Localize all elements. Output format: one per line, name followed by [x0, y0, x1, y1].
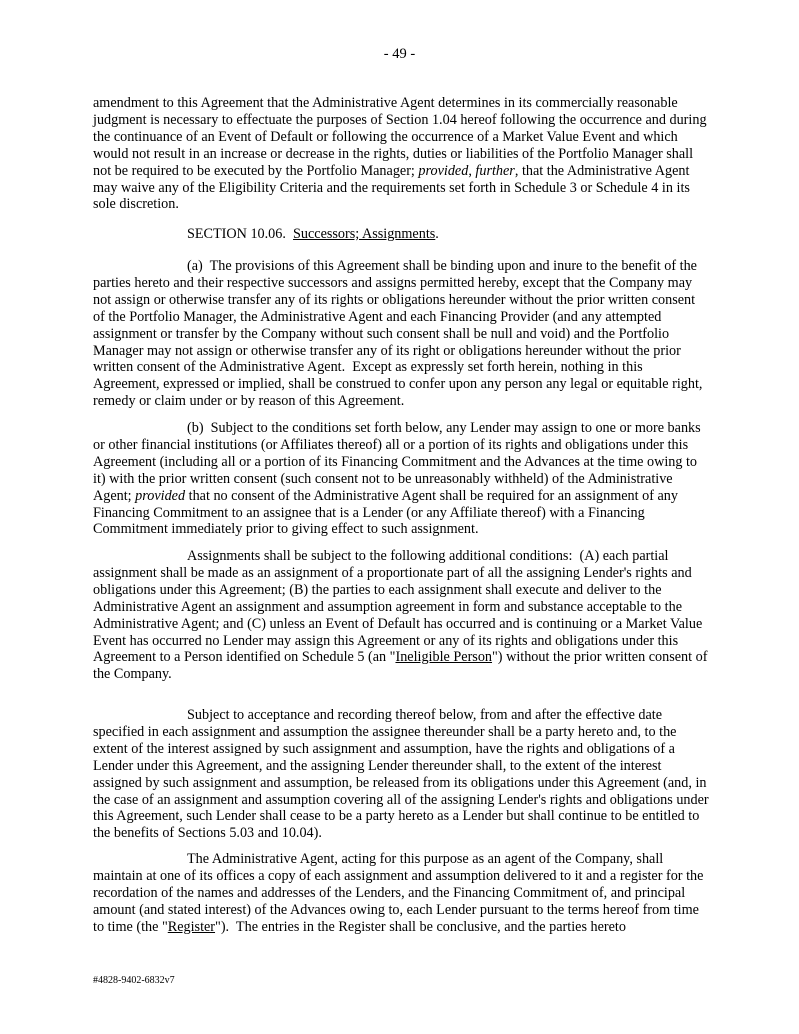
paragraph-additional-conditions: Assignments shall be subject to the following additional conditions: (A) each partial assignment shall be made as an assignment of a proportionate part of all the assigning Lender's rights and obligations under this Agreement; (B) the parties to each assignment shall execute and deliver to the Administrative Agent an assignment and assumption agreement in form and substance acceptable to the Administrative Agent; and (C) unless an Event of Default has occurred and is continuing or a Market Value Event has occurred no Lender may assign this Agreement or any of its rights and obligations under this Agreement to a Person identified on Schedule 5 (an "Ineligible Person") without the prior written consent of the Company. — [93, 548, 711, 683]
page-number: - 49 - — [383, 46, 416, 62]
defined-term-register: Register — [167, 918, 216, 935]
paragraph-a: (a) The provisions of this Agreement shall be binding upon and inure to the benefit of the parties hereto and their respective successors and assigns permitted hereby, except that the Company may not assign or otherwise transfer any of its rights or obligations hereunder without the prior written consent of the Portfolio Manager, the Administrative Agent and each Financing Provider (and any attempted assignment or transfer by the Company without such consent shall be null and void) and the Portfolio Manager may not assign or otherwise transfer any of its right or obligations hereunder without the prior written consent of the Administrative Agent. Except as expressly set forth herein, nothing in this Agreement, expressed or implied, shall be construed to confer upon any person any legal or equitable right, remedy or claim under or by reason of this Agreement. — [93, 258, 707, 410]
paragraph-register: The Administrative Agent, acting for this purpose as an agent of the Company, shall maintain at one of its offices a copy of each assignment and assumption delivered to it and a register for the recordation of the names and addresses of the Lenders, and the Financing Commitment of, and principal amount (and stated interest) of the Advances owing to, each Lender pursuant to the terms hereof from time to time (the "Register"). The entries in the Register shall be conclusive, and the parties hereto — [93, 851, 707, 935]
document-id-footer: #4828-9402-6832v7 — [93, 975, 175, 986]
paragraph-acceptance-recording: Subject to acceptance and recording thereof below, from and after the effective date specified in each assignment and assumption the assignee thereunder shall be a party hereto and, to the extent of the interest assigned by such assignment and assumption, have the rights and obligations of a Lender under this Agreement, and the assigning Lender thereunder shall, to the extent of the interest assigned by such assignment and assumption, be released from its obligations under this Agreement (and, in the case of an assignment and assumption covering all of the assigning Lender's rights and obligations under this Agreement, such Lender shall cease to be a party hereto as a Lender but shall continue to be entitled to the benefits of Sections 5.03 and 10.04). — [93, 707, 713, 842]
paragraph-b: (b) Subject to the conditions set forth below, any Lender may assign to one or more banks or other financial institutions (or Affiliates thereof) all or a portion of its rights and obligations under this Agreement (including all or a portion of its Financing Commitment and the Advances at the time owing to it) with the prior written consent (such consent not to be unreasonably withheld) of the Administrative Agent; provided that no consent of the Administrative Agent shall be required for an assignment of any Financing Commitment to an assignee that is a Lender (or any Affiliate thereof) with a Financing Commitment immediately prior to giving effect to such assignment. — [93, 420, 705, 538]
section-title: Successors; Assignments — [293, 226, 436, 242]
defined-term-ineligible-person: Ineligible Person — [395, 649, 493, 666]
section-heading: SECTION 10.06. Successors; Assignments. — [187, 226, 439, 242]
paragraph-continuation: amendment to this Agreement that the Administrative Agent determines in its commercially reasonable judgment is necessary to effectuate the purposes of Section 1.04 hereof following the occurrence and during the continuance of an Event of Default or following the occurrence of a Market Value Event and which would not result in an increase or decrease in the rights, duties or liabilities of the Portfolio Manager shall not be required to be executed by the Portfolio Manager; provided, further, that the Administrative Agent may waive any of the Eligibility Criteria and the requirements set forth in Schedule 3 or Schedule 4 in its sole discretion. — [93, 95, 711, 213]
